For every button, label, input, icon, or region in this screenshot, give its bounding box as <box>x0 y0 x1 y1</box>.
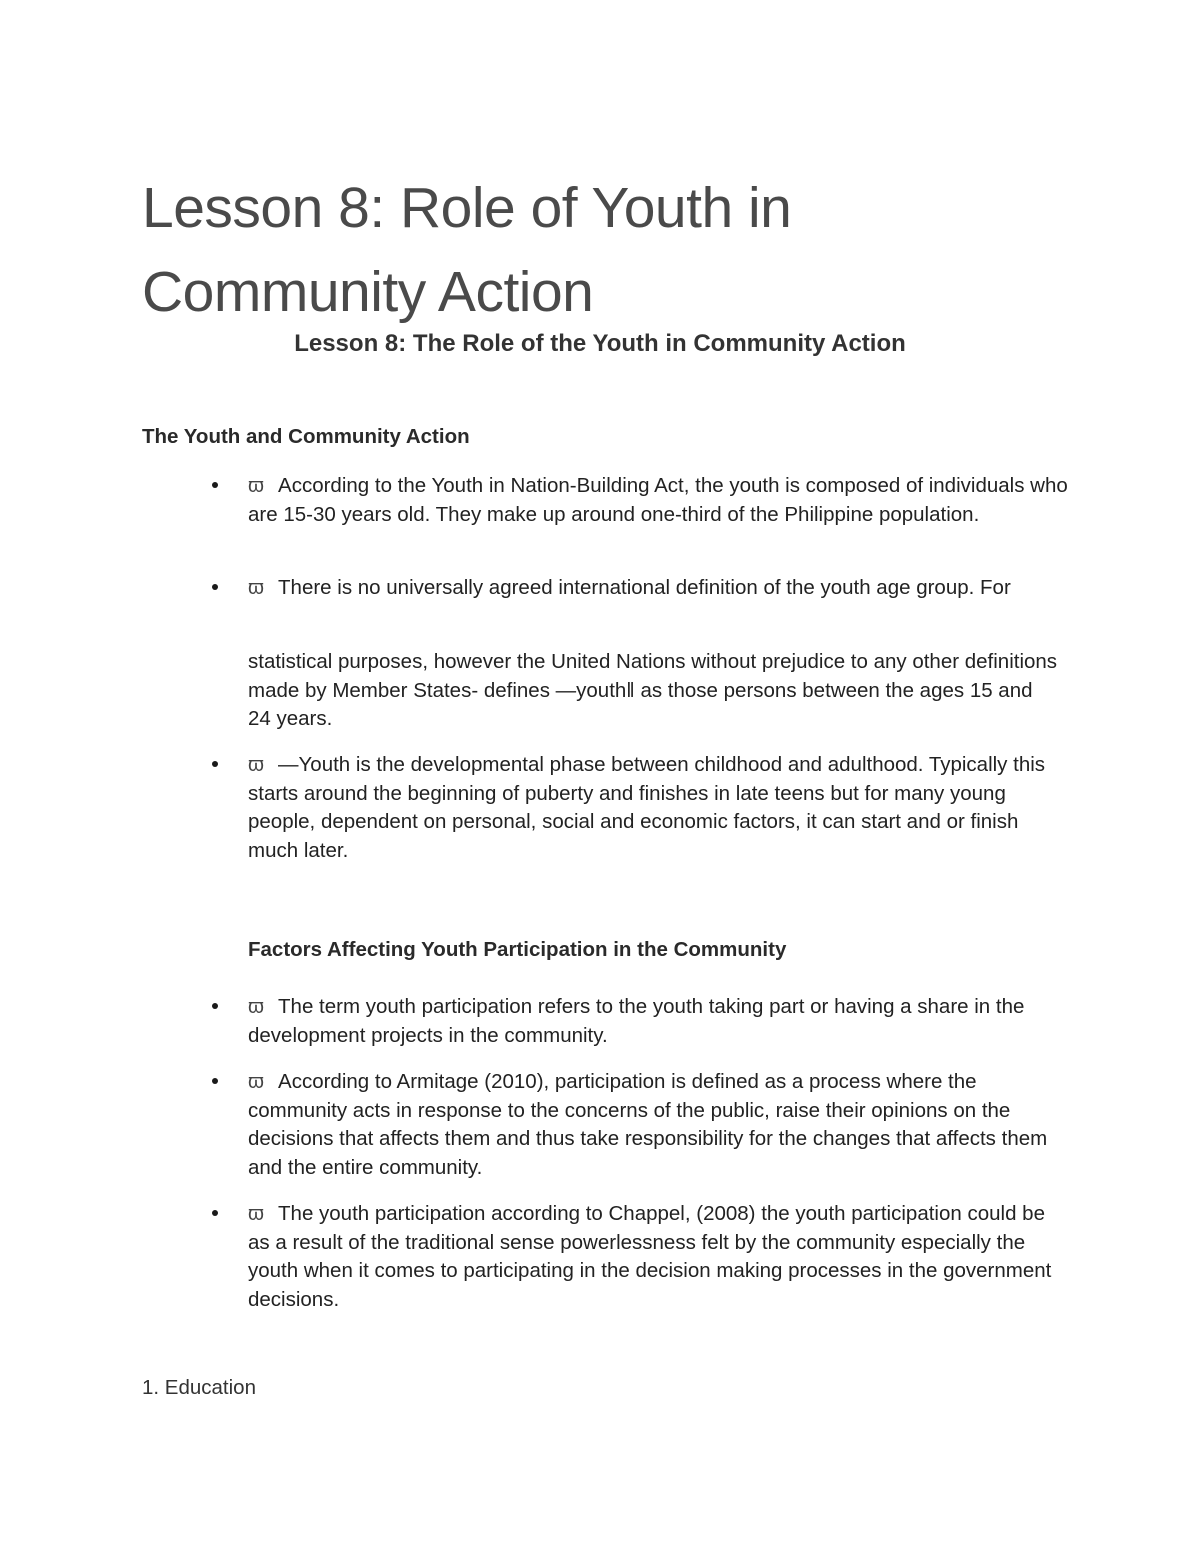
list-item-text <box>248 472 1068 529</box>
bullet-dot-icon <box>212 1078 218 1084</box>
bullet-dot-icon <box>212 584 218 590</box>
list-item-content: ―Youth is the developmental phase between childhood and adulthood. Typically this starts around the beginning of puberty and finishes in late teens but for many young people, dependent on personal, social and economic factors, it can start and or finish much later. <box>248 753 1046 862</box>
bullet-dot-icon <box>212 1210 218 1216</box>
bullet-glyph: ϖ <box>248 1070 265 1093</box>
list-item-content: The term youth participation refers to the youth taking part or having a share in the development projects in the community. <box>248 995 1025 1047</box>
bullet-glyph: ϖ <box>248 1202 265 1225</box>
bullet-dot-icon <box>212 482 218 488</box>
bullet-glyph: ϖ <box>248 995 265 1018</box>
bullet-dot-icon <box>212 761 218 767</box>
bullet-dot-icon <box>212 1003 218 1009</box>
list-item-text <box>248 993 1028 1050</box>
bullet-glyph: ϖ <box>248 576 265 599</box>
list-item-text <box>248 751 1060 865</box>
list-item-content: According to Armitage (2010), participation is defined as a process where the community acts in response to the concerns of the public, raise their opinions on the decisions that affects them and thus take responsibility for the changes that affects them and the entire community. <box>248 1070 1048 1179</box>
section-heading-factors: Factors Affecting Youth Participation in the Community <box>248 938 787 961</box>
continuation-paragraph: statistical purposes, however the United Nations without prejudice to any other definitions made by Member States- defines ―youth‖ as those persons between the ages 15 and 24 years. <box>248 650 1058 730</box>
bullet-glyph: ϖ <box>248 474 265 497</box>
list-item-text <box>248 574 1028 603</box>
list-item-content: The youth participation according to Chappel, (2008) the youth participation could be as a result of the traditional sense powerlessness felt by the community especially the youth when it comes to participating in the decision making processes in the government decisions. <box>248 1202 1052 1311</box>
list-item-content: There is no universally agreed international definition of the youth age group. For <box>278 576 1011 599</box>
list-item-text <box>248 1068 1068 1182</box>
bullet-glyph: ϖ <box>248 753 265 776</box>
list-item-text <box>248 1200 1068 1314</box>
lesson-subtitle: Lesson 8: The Role of the Youth in Community Action <box>294 330 906 357</box>
section-heading-youth-community-action: The Youth and Community Action <box>142 425 470 448</box>
page-title: Lesson 8: Role of Youth in Community Action <box>142 176 792 324</box>
numbered-item-education: 1. Education <box>142 1376 256 1399</box>
list-item-content: According to the Youth in Nation-Building Act, the youth is composed of individuals who are 15-30 years old. They make up around one-third of the Philippine population. <box>248 474 1068 526</box>
